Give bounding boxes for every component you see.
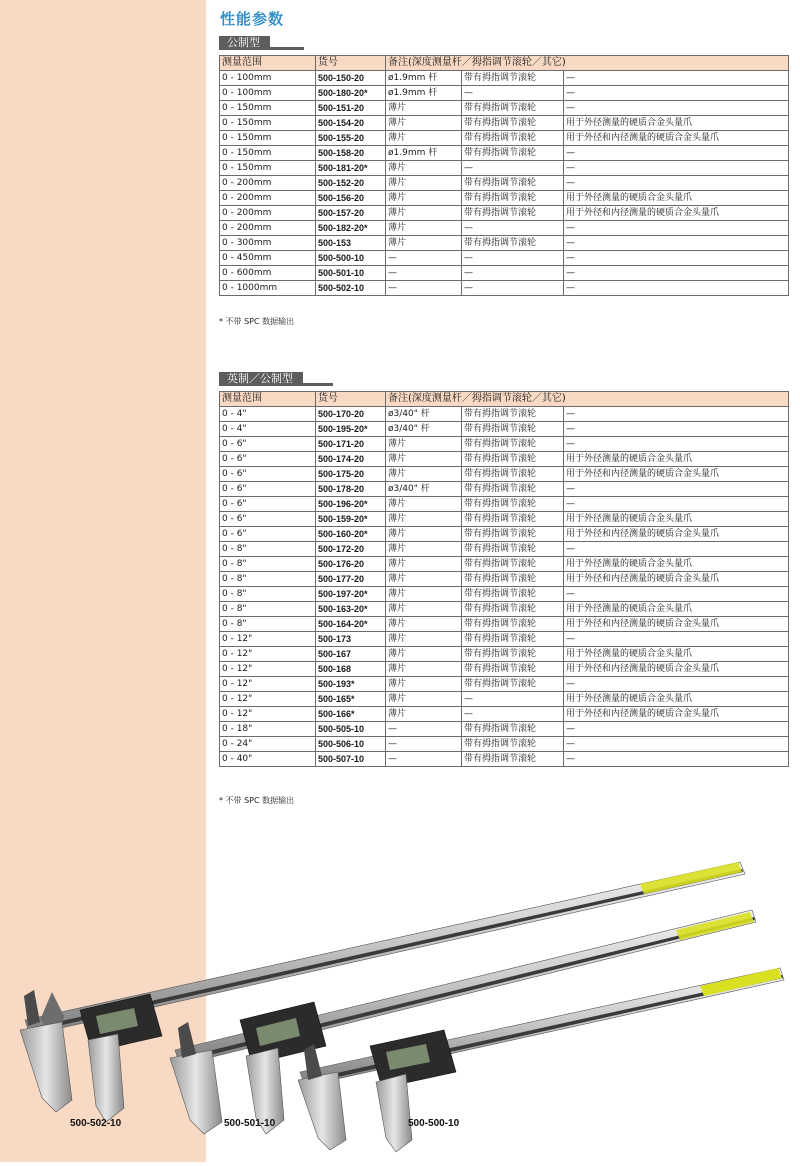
cell-remark-2: 带有拇指调节滚轮	[462, 131, 564, 146]
caliper-500-501-10	[170, 910, 756, 1134]
cell-remark-3: —	[564, 737, 789, 752]
cell-remark-2: 带有拇指调节滚轮	[462, 452, 564, 467]
table-row	[220, 161, 789, 176]
table-row	[220, 131, 789, 146]
cell-part-no: 500-165*	[316, 692, 386, 707]
cell-range: 0 - 6"	[220, 452, 316, 467]
cell-range: 0 - 6"	[220, 527, 316, 542]
cell-remark-1: —	[386, 281, 462, 296]
cell-range: 0 - 150mm	[220, 161, 316, 176]
cell-remark-1: ø3/40" 杆	[386, 422, 462, 437]
cell-remark-1: 薄片	[386, 512, 462, 527]
cell-remark-1: ø1.9mm 杆	[386, 86, 462, 101]
table-row	[220, 722, 789, 737]
cell-remark-1: ø1.9mm 杆	[386, 71, 462, 86]
cell-remark-3: —	[564, 176, 789, 191]
cell-remark-2: 带有拇指调节滚轮	[462, 737, 564, 752]
metric-tag-label: 公制型	[219, 36, 270, 50]
cell-remark-2: 带有拇指调节滚轮	[462, 632, 564, 647]
metric-spec-table	[219, 55, 789, 296]
cell-remark-2: 带有拇指调节滚轮	[462, 677, 564, 692]
table-row	[220, 662, 789, 677]
cell-remark-3: —	[564, 482, 789, 497]
cell-part-no: 500-502-10	[316, 281, 386, 296]
cell-part-no: 500-154-20	[316, 116, 386, 131]
cell-part-no: 500-153	[316, 236, 386, 251]
table-row	[220, 266, 789, 281]
cell-range: 0 - 600mm	[220, 266, 316, 281]
table-row	[220, 617, 789, 632]
cell-remark-3: 用于外径和内径测量的硬质合金头量爪	[564, 467, 789, 482]
inch-metric-tag-label: 英制／公制型	[219, 372, 303, 386]
cell-remark-2: 带有拇指调节滚轮	[462, 527, 564, 542]
cell-part-no: 500-168	[316, 662, 386, 677]
cell-remark-1: 薄片	[386, 542, 462, 557]
table-row	[220, 236, 789, 251]
cell-range: 0 - 6"	[220, 482, 316, 497]
cell-range: 0 - 6"	[220, 437, 316, 452]
cell-remark-2: 带有拇指调节滚轮	[462, 662, 564, 677]
header-part-no: 货号	[316, 56, 386, 71]
cell-part-no: 500-506-10	[316, 737, 386, 752]
cell-range: 0 - 6"	[220, 512, 316, 527]
cell-range: 0 - 8"	[220, 617, 316, 632]
table-row	[220, 437, 789, 452]
cell-remark-3: —	[564, 407, 789, 422]
cell-remark-2: 带有拇指调节滚轮	[462, 176, 564, 191]
cell-remark-3: 用于外径和内径测量的硬质合金头量爪	[564, 131, 789, 146]
cell-range: 0 - 12"	[220, 662, 316, 677]
cell-range: 0 - 6"	[220, 497, 316, 512]
page-title: 性能参数	[220, 10, 285, 28]
cell-part-no: 500-507-10	[316, 752, 386, 767]
cell-remark-1: 薄片	[386, 101, 462, 116]
cell-remark-2: 带有拇指调节滚轮	[462, 71, 564, 86]
table-row	[220, 527, 789, 542]
cell-remark-1: 薄片	[386, 437, 462, 452]
cell-remark-1: 薄片	[386, 647, 462, 662]
cell-remark-3: 用于外径测量的硬质合金头量爪	[564, 116, 789, 131]
cell-range: 0 - 6"	[220, 467, 316, 482]
cell-remark-2: 带有拇指调节滚轮	[462, 407, 564, 422]
cell-remark-3: —	[564, 71, 789, 86]
cell-remark-2: 带有拇指调节滚轮	[462, 482, 564, 497]
table-row	[220, 512, 789, 527]
cell-remark-3: 用于外径测量的硬质合金头量爪	[564, 512, 789, 527]
cell-range: 0 - 200mm	[220, 221, 316, 236]
header-range: 测量范围	[220, 56, 316, 71]
cell-remark-3: —	[564, 221, 789, 236]
table-row	[220, 692, 789, 707]
cell-part-no: 500-501-10	[316, 266, 386, 281]
calipers-illustration	[0, 860, 800, 1162]
cell-remark-1: 薄片	[386, 527, 462, 542]
cell-part-no: 500-178-20	[316, 482, 386, 497]
cell-range: 0 - 8"	[220, 602, 316, 617]
table-row	[220, 221, 789, 236]
table-row	[220, 452, 789, 467]
cell-range: 0 - 200mm	[220, 176, 316, 191]
cell-range: 0 - 12"	[220, 632, 316, 647]
cell-range: 0 - 150mm	[220, 131, 316, 146]
table-row	[220, 116, 789, 131]
cell-remark-2: 带有拇指调节滚轮	[462, 557, 564, 572]
cell-remark-2: 带有拇指调节滚轮	[462, 236, 564, 251]
cell-part-no: 500-166*	[316, 707, 386, 722]
cell-remark-1: 薄片	[386, 602, 462, 617]
cell-part-no: 500-157-20	[316, 206, 386, 221]
table-header-row	[220, 56, 789, 71]
cell-remark-2: 带有拇指调节滚轮	[462, 101, 564, 116]
cell-remark-3: —	[564, 146, 789, 161]
table-row	[220, 572, 789, 587]
cell-range: 0 - 8"	[220, 542, 316, 557]
cell-part-no: 500-172-20	[316, 542, 386, 557]
header-range: 测量范围	[220, 392, 316, 407]
cell-remark-2: —	[462, 281, 564, 296]
cell-part-no: 500-151-20	[316, 101, 386, 116]
cell-remark-1: 薄片	[386, 116, 462, 131]
cell-remark-3: —	[564, 86, 789, 101]
product-label-500-500-10: 500-500-10	[408, 1118, 460, 1129]
cell-remark-1: 薄片	[386, 131, 462, 146]
cell-remark-2: 带有拇指调节滚轮	[462, 722, 564, 737]
table-row	[220, 647, 789, 662]
cell-remark-3: —	[564, 236, 789, 251]
table-row	[220, 191, 789, 206]
cell-part-no: 500-167	[316, 647, 386, 662]
cell-remark-3: —	[564, 281, 789, 296]
table-row	[220, 176, 789, 191]
cell-remark-3: —	[564, 752, 789, 767]
cell-part-no: 500-175-20	[316, 467, 386, 482]
cell-range: 0 - 300mm	[220, 236, 316, 251]
cell-remark-3: 用于外径测量的硬质合金头量爪	[564, 191, 789, 206]
table-row	[220, 407, 789, 422]
table-row	[220, 752, 789, 767]
cell-part-no: 500-174-20	[316, 452, 386, 467]
cell-part-no: 500-195-20*	[316, 422, 386, 437]
cell-remark-3: —	[564, 632, 789, 647]
cell-part-no: 500-158-20	[316, 146, 386, 161]
cell-remark-2: 带有拇指调节滚轮	[462, 206, 564, 221]
table-row	[220, 146, 789, 161]
cell-remark-1: —	[386, 722, 462, 737]
metric-footnote: * 不带 SPC 数据输出	[219, 317, 295, 326]
cell-remark-1: 薄片	[386, 221, 462, 236]
cell-remark-3: 用于外径和内径测量的硬质合金头量爪	[564, 206, 789, 221]
cell-remark-2: 带有拇指调节滚轮	[462, 116, 564, 131]
cell-range: 0 - 150mm	[220, 146, 316, 161]
cell-part-no: 500-505-10	[316, 722, 386, 737]
product-label-500-501-10: 500-501-10	[224, 1118, 276, 1129]
cell-range: 0 - 150mm	[220, 101, 316, 116]
cell-remark-3: 用于外径和内径测量的硬质合金头量爪	[564, 527, 789, 542]
cell-remark-2: 带有拇指调节滚轮	[462, 422, 564, 437]
table-row	[220, 482, 789, 497]
tag-underline	[270, 47, 304, 50]
caliper-500-500-10	[298, 968, 784, 1152]
cell-part-no: 500-164-20*	[316, 617, 386, 632]
cell-remark-1: 薄片	[386, 707, 462, 722]
cell-remark-1: 薄片	[386, 557, 462, 572]
cell-remark-3: 用于外径和内径测量的硬质合金头量爪	[564, 707, 789, 722]
table-row	[220, 281, 789, 296]
table-row	[220, 71, 789, 86]
cell-remark-2: 带有拇指调节滚轮	[462, 512, 564, 527]
metric-section-tag	[219, 36, 304, 50]
cell-range: 0 - 4"	[220, 422, 316, 437]
cell-remark-2: 带有拇指调节滚轮	[462, 602, 564, 617]
cell-remark-1: 薄片	[386, 572, 462, 587]
cell-remark-3: —	[564, 422, 789, 437]
cell-remark-3: 用于外径测量的硬质合金头量爪	[564, 692, 789, 707]
cell-remark-3: —	[564, 266, 789, 281]
cell-remark-3: 用于外径测量的硬质合金头量爪	[564, 452, 789, 467]
cell-remark-2: 带有拇指调节滚轮	[462, 191, 564, 206]
table-row	[220, 737, 789, 752]
cell-range: 0 - 200mm	[220, 206, 316, 221]
cell-remark-1: 薄片	[386, 161, 462, 176]
cell-remark-2: —	[462, 266, 564, 281]
cell-remark-2: 带有拇指调节滚轮	[462, 617, 564, 632]
cell-range: 0 - 40"	[220, 752, 316, 767]
cell-part-no: 500-500-10	[316, 251, 386, 266]
cell-remark-3: 用于外径测量的硬质合金头量爪	[564, 602, 789, 617]
cell-remark-2: 带有拇指调节滚轮	[462, 467, 564, 482]
cell-range: 0 - 8"	[220, 587, 316, 602]
cell-remark-3: 用于外径测量的硬质合金头量爪	[564, 647, 789, 662]
cell-range: 0 - 450mm	[220, 251, 316, 266]
cell-part-no: 500-182-20*	[316, 221, 386, 236]
cell-remark-1: 薄片	[386, 206, 462, 221]
cell-remark-2: 带有拇指调节滚轮	[462, 146, 564, 161]
table-row	[220, 707, 789, 722]
cell-remark-3: —	[564, 101, 789, 116]
inch-metric-section-tag	[219, 372, 333, 386]
cell-range: 0 - 150mm	[220, 116, 316, 131]
cell-remark-1: 薄片	[386, 497, 462, 512]
inch-metric-footnote: * 不带 SPC 数据输出	[219, 796, 295, 805]
cell-remark-1: ø3/40" 杆	[386, 482, 462, 497]
caliper-product-image	[0, 860, 800, 1162]
cell-remark-3: —	[564, 161, 789, 176]
cell-remark-1: 薄片	[386, 617, 462, 632]
cell-remark-2: 带有拇指调节滚轮	[462, 647, 564, 662]
cell-range: 0 - 200mm	[220, 191, 316, 206]
cell-remark-2: 带有拇指调节滚轮	[462, 752, 564, 767]
cell-remark-3: —	[564, 587, 789, 602]
table-header-row	[220, 392, 789, 407]
cell-remark-1: 薄片	[386, 176, 462, 191]
cell-remark-3: —	[564, 722, 789, 737]
cell-range: 0 - 12"	[220, 707, 316, 722]
cell-part-no: 500-180-20*	[316, 86, 386, 101]
cell-range: 0 - 4"	[220, 407, 316, 422]
cell-part-no: 500-173	[316, 632, 386, 647]
cell-remark-3: 用于外径测量的硬质合金头量爪	[564, 557, 789, 572]
cell-part-no: 500-193*	[316, 677, 386, 692]
cell-remark-2: —	[462, 251, 564, 266]
cell-remark-2: —	[462, 692, 564, 707]
cell-remark-2: 带有拇指调节滚轮	[462, 437, 564, 452]
cell-remark-1: 薄片	[386, 632, 462, 647]
table-row	[220, 206, 789, 221]
cell-part-no: 500-177-20	[316, 572, 386, 587]
cell-remark-1: 薄片	[386, 587, 462, 602]
cell-range: 0 - 1000mm	[220, 281, 316, 296]
table-row	[220, 101, 789, 116]
cell-remark-1: ø3/40" 杆	[386, 407, 462, 422]
cell-part-no: 500-155-20	[316, 131, 386, 146]
cell-remark-1: —	[386, 251, 462, 266]
cell-range: 0 - 8"	[220, 572, 316, 587]
cell-remark-1: —	[386, 752, 462, 767]
cell-remark-2: —	[462, 221, 564, 236]
cell-remark-3: —	[564, 542, 789, 557]
cell-range: 0 - 8"	[220, 557, 316, 572]
cell-part-no: 500-181-20*	[316, 161, 386, 176]
cell-part-no: 500-163-20*	[316, 602, 386, 617]
cell-part-no: 500-152-20	[316, 176, 386, 191]
table-row	[220, 422, 789, 437]
cell-remark-1: 薄片	[386, 452, 462, 467]
cell-remark-1: ø1.9mm 杆	[386, 146, 462, 161]
table-row	[220, 542, 789, 557]
cell-remark-3: 用于外径和内径测量的硬质合金头量爪	[564, 572, 789, 587]
table-row	[220, 632, 789, 647]
cell-remark-3: —	[564, 437, 789, 452]
cell-part-no: 500-150-20	[316, 71, 386, 86]
cell-remark-2: 带有拇指调节滚轮	[462, 542, 564, 557]
table-row	[220, 497, 789, 512]
cell-part-no: 500-156-20	[316, 191, 386, 206]
header-part-no: 货号	[316, 392, 386, 407]
cell-remark-1: —	[386, 737, 462, 752]
cell-remark-1: 薄片	[386, 236, 462, 251]
table-row	[220, 602, 789, 617]
cell-range: 0 - 100mm	[220, 86, 316, 101]
cell-remark-1: 薄片	[386, 467, 462, 482]
cell-remark-1: —	[386, 266, 462, 281]
cell-part-no: 500-159-20*	[316, 512, 386, 527]
cell-range: 0 - 12"	[220, 677, 316, 692]
cell-range: 0 - 24"	[220, 737, 316, 752]
tag-underline	[303, 383, 333, 386]
cell-remark-2: —	[462, 86, 564, 101]
cell-part-no: 500-160-20*	[316, 527, 386, 542]
cell-remark-3: —	[564, 251, 789, 266]
header-remarks: 备注(深度测量杆／拇指调节滚轮／其它)	[386, 392, 789, 407]
cell-remark-1: 薄片	[386, 677, 462, 692]
inch-metric-spec-table	[219, 391, 789, 767]
cell-remark-3: —	[564, 497, 789, 512]
cell-remark-2: 带有拇指调节滚轮	[462, 587, 564, 602]
table-row	[220, 587, 789, 602]
cell-part-no: 500-170-20	[316, 407, 386, 422]
cell-remark-1: 薄片	[386, 662, 462, 677]
cell-remark-2: —	[462, 707, 564, 722]
table-row	[220, 251, 789, 266]
cell-remark-3: 用于外径和内径测量的硬质合金头量爪	[564, 662, 789, 677]
cell-remark-1: 薄片	[386, 692, 462, 707]
cell-remark-3: 用于外径和内径测量的硬质合金头量爪	[564, 617, 789, 632]
cell-range: 0 - 12"	[220, 692, 316, 707]
cell-part-no: 500-171-20	[316, 437, 386, 452]
product-label-500-502-10: 500-502-10	[70, 1118, 122, 1129]
cell-range: 0 - 100mm	[220, 71, 316, 86]
table-row	[220, 557, 789, 572]
cell-part-no: 500-197-20*	[316, 587, 386, 602]
cell-part-no: 500-196-20*	[316, 497, 386, 512]
cell-remark-3: —	[564, 677, 789, 692]
table-row	[220, 467, 789, 482]
cell-range: 0 - 12"	[220, 647, 316, 662]
cell-remark-2: 带有拇指调节滚轮	[462, 497, 564, 512]
cell-remark-2: 带有拇指调节滚轮	[462, 572, 564, 587]
table-row	[220, 677, 789, 692]
cell-remark-2: —	[462, 161, 564, 176]
cell-part-no: 500-176-20	[316, 557, 386, 572]
cell-range: 0 - 18"	[220, 722, 316, 737]
cell-remark-1: 薄片	[386, 191, 462, 206]
header-remarks: 备注(深度测量杆／拇指调节滚轮／其它)	[386, 56, 789, 71]
table-row	[220, 86, 789, 101]
